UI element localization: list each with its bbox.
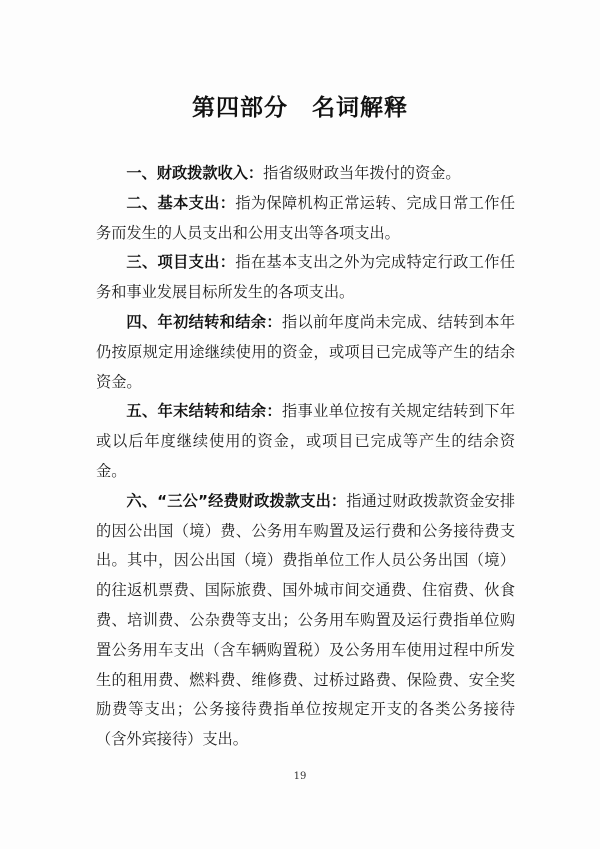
definition-term: 五、年末结转和结余： xyxy=(126,402,282,421)
page-title: 第四部分 名词解释 xyxy=(192,94,408,121)
definition-term: 六、“三公”经费财政拨款支出： xyxy=(126,491,347,510)
definition-term: 四、年初结转和结余： xyxy=(126,312,282,331)
definition-paragraph xyxy=(96,487,515,755)
definition-paragraph xyxy=(96,159,515,189)
definition-text: 指在基本支出之外为完成特定行政工作任务和事业发展目标所发生的各项支出。 xyxy=(96,253,516,302)
definition-paragraph xyxy=(96,189,515,249)
definitions-body xyxy=(96,159,515,755)
definition-text: 指为保障机构正常运转、完成日常工作任务而发生的人员支出和公用支出等各项支出。 xyxy=(96,193,516,242)
definition-text: 指以前年度尚未完成、结转到本年仍按原规定用途继续使用的资金，或项目已完成等产生的结余资金。 xyxy=(96,312,516,391)
definition-paragraph xyxy=(96,397,515,486)
definition-paragraph xyxy=(96,248,515,308)
page-number: 19 xyxy=(293,771,307,782)
definition-term: 一、财政拨款收入： xyxy=(126,164,264,182)
definition-text: 指通过财政拨款资金安排的因公出国（境）费、公务用车购置及运行费和公务接待费支出。其中，因公出国（境）费指单位工作人员公务出国（境）的往返机票费、国际旅费、国外城市间交通费、住宿费、伙食费、培训费、公杂费等支出；公务用车购置及运行费指单位购置公务用车支出（含车辆购置税）及公务用车使用过程中所发生的租用费、燃料费、维修费、过桥过路费、保险费、安全奖励费等支出；公务接待费指单位按规定开支的各类公务接待（含外宾接待）支出。 xyxy=(96,491,516,749)
definition-term: 二、基本支出： xyxy=(126,193,236,212)
definition-term: 三、项目支出： xyxy=(126,253,236,272)
definition-text: 指省级财政当年拨付的资金。 xyxy=(263,164,461,182)
definition-text: 指事业单位按有关规定结转到下年或以后年度继续使用的资金，或项目已完成等产生的结余资金。 xyxy=(96,402,516,480)
definition-paragraph xyxy=(96,308,515,397)
